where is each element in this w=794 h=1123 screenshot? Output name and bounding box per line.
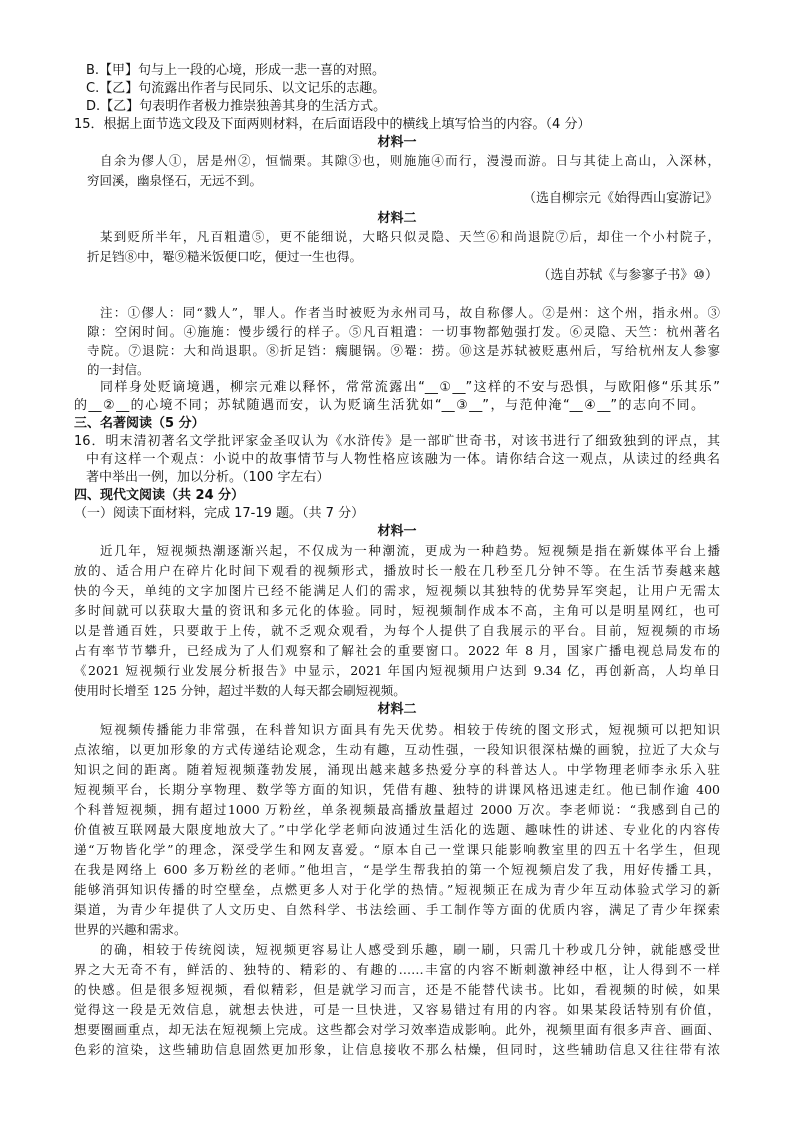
q15-material2-title: 材料二 <box>377 211 417 226</box>
q14-option-b: B.【甲】句与上一段的心境，形成一悲一喜的对照。 <box>86 63 386 78</box>
paragraph3-line: 界之大无奇不有，鲜活的、独特的、精彩的、有趣的……丰富的内容不断刺激神经中枢，让人得到不一样 <box>74 962 720 977</box>
q15-notes-line2: 隙：空闲时间。④施施：慢步缓行的样子。⑤凡百粗遣：一切事物都勉强打发。⑥灵隐、天竺：杭州著名 <box>87 324 720 339</box>
material2-line: 世界的兴趣和需求。 <box>74 922 187 937</box>
q15-material2-line1: 某到贬所半年，凡百粗遣⑤，更不能细说，大略只似灵隐、天竺⑥和尚退院⑦后，却住一个小村院子， <box>100 229 720 244</box>
material1-line: 多时间就可以获取大量的资讯和多元化的体验。同时，短视频制作成本不高，主角可以是明星网红，也可 <box>74 603 720 618</box>
section4-material1-title: 材料一 <box>377 524 417 539</box>
q15-stem: 15．根据上面节选文段及下面两则材料，在后面语段中的横线上填写恰当的内容。（4 分） <box>74 117 591 132</box>
q16-line2: 中有这样一个观点：小说中的故事情节与人物性格应该融为一体。请你结合这一观点，从读过的经典名 <box>86 452 720 467</box>
material2-line: 短视频传播能力非常强，在科普知识方面具有先天优势。相较于传统的图文形式，短视频可以把知识 <box>100 722 720 737</box>
section4-title: 四、现代文阅读（共 24 分） <box>74 488 245 503</box>
q15-material2-line2: 折足铛⑧中，罨⑨糙米饭便口吃，便过一生也得。 <box>87 249 363 264</box>
material1-line: 占有率节节攀升，已经成为了人们观察和了解社会的重要窗口。2022 年 8 月，国家广播电视总局发布的 <box>74 643 720 658</box>
paragraph3-line: 色彩的渲染，这些辅助信息固然更加形象，让信息接收不那么枯燥，但同时，这些辅助信息又往往带有浓 <box>74 1042 720 1057</box>
material2-line: 短视频平台，长期分享物理、数学等方面的知识，凭借有趣、独特的讲课风格迅速走红。他已制作逾 400 <box>74 782 720 797</box>
q15-material1-line2: 穷回溪，幽泉怪石，无远不到。 <box>87 173 263 188</box>
q15-material2-source: （选自苏轼《与参寥子书》⑩） <box>537 268 718 283</box>
q15-material1-title: 材料一 <box>377 135 417 150</box>
q15-notes-line4: 的一封信。 <box>87 362 150 377</box>
material1-line: 《2021 短视频行业发展分析报告》中显示，2021 年国内短视频用户达到 9.34 亿，再创新高，人均单日 <box>74 663 720 678</box>
q15-fill-blank-line1: 同样身处贬谪境遇，柳宗元难以释怀，常常流露出“__①__”这样的不安与恐惧，与欧阳修“乐其乐” <box>100 380 720 395</box>
q15-material1-line1: 自余为僇人①，居是州②，恒惴栗。其隙③也，则施施④而行，漫漫而游。日与其徒上高山，入深林， <box>100 153 720 168</box>
material1-line: 放的、适合用户在碎片化时间下观看的视频形式，播放时长一般在几秒至几分钟不等。在生活节奏越来越 <box>74 563 720 578</box>
material2-line: 点浓缩，以更加形象的方式传递结论观念，生动有趣，互动性强，一段知识很深枯燥的画貌，拉近了大众与 <box>74 742 720 757</box>
q14-option-d: D.【乙】句表明作者极力推崇独善其身的生活方式。 <box>86 99 387 114</box>
material2-line: 在我是网络上 600 多万粉丝的老师。”他坦言，“是学生帮我拍的第一个短视频启发了我，用好传播工具， <box>74 862 720 877</box>
material1-line: 使用时长增至 125 分钟，超过半数的人每天都会刷短视频。 <box>74 683 406 698</box>
material2-line: 价值被互联网最大限度地放大了。”中学化学老师向波通过生活化的选题、趣味性的讲述、专业化的内容传 <box>74 822 720 837</box>
section4-material2-title: 材料二 <box>377 702 417 717</box>
q15-material1-source: （选自柳宗元《始得西山宴游记》 <box>522 191 718 206</box>
material1-line: 近几年，短视频热潮逐渐兴起，不仅成为一种潮流，更成为一种趋势。短视频是指在新媒体平台上播 <box>100 543 720 558</box>
section3-title: 三、名著阅读（5 分） <box>74 416 205 431</box>
section4-part1-heading: （一）阅读下面材料，完成 17-19 题。（共 7 分） <box>74 506 365 521</box>
q15-notes-line1: 注：①僇人：同“戮人”，罪人。作者当时被贬为永州司马，故自称僇人。②是州：这个州，指永州。③ <box>100 305 720 320</box>
q16-line1: 16．明末清初著名文学批评家金圣叹认为《水浒传》是一部旷世奇书，对该书进行了细致独到的评点，其 <box>74 434 720 449</box>
q14-option-c: C.【乙】句流露出作者与民同乐、以文记乐的志趣。 <box>86 81 386 96</box>
material1-line: 以是普通百姓，只要敢于上传，就不乏观众观看，为每个人提供了自我展示的平台。目前，短视频的市场 <box>74 623 720 638</box>
paragraph3-line: 的确，相较于传统阅读，短视频更容易让人感受到乐趣，刷一刷，只需几十秒或几分钟，就能感受世 <box>100 942 720 957</box>
material2-line: 递“万物皆化学”的理念，深受学生和网友喜爱。“原本自己一堂课只能影响教室里的四五十名学生，但现 <box>74 842 720 857</box>
material2-line: 渠道，为青少年提供了人文历史、自然科学、书法绘画、手工制作等方面的优质内容，满足了青少年探索 <box>74 902 720 917</box>
paragraph3-line: 想要圈画重点，却无法在短视频上完成。这些都会对学习效率造成影响。此外，视频里面有很多声音、画面、 <box>74 1022 720 1037</box>
q16-line3: 著中举出一例，加以分析。（100 字左右） <box>86 470 330 485</box>
material2-line: 能够消弭知识传播的时空壁垒，点燃更多人对于化学的热情。”短视频正在成为青少年互动体验式学习的新 <box>74 882 720 897</box>
q15-fill-blank-line2: 的__②__的心境不同；苏轼随遇而安，认为贬谪生活犹如“__③__”，与范仲淹“__④__”的志向不同。 <box>74 398 704 413</box>
material2-line: 知识之间的距离。随着短视频蓬勃发展，涌现出越来越多热爱分享的科普达人。中学物理老师李永乐入驻 <box>74 762 720 777</box>
material1-line: 快的今天，单纯的文字加图片已经不能满足人们的需求，短视频以其独特的优势异军突起，让用户无需太 <box>74 583 720 598</box>
paragraph3-line: 觉得这一段是无效信息，就想去快进，可是一旦快进，又容易错过有用的内容。如果某段话特别有价值， <box>74 1002 720 1017</box>
material2-line: 个科普短视频，拥有超过1000 万粉丝，单条视频最高播放量超过 2000 万次。李老师说：“我感到自己的 <box>74 802 720 817</box>
paragraph3-line: 的快感。但是很多短视频，看似精彩，但是就学习而言，还是不能替代读书。比如，看视频的时候，如果 <box>74 982 720 997</box>
q15-notes-line3: 寺院。⑦退院：大和尚退职。⑧折足铛：瘸腿锅。⑨罨：捞。⑩这是苏轼被贬惠州后，写给杭州友人参寥 <box>87 343 720 358</box>
